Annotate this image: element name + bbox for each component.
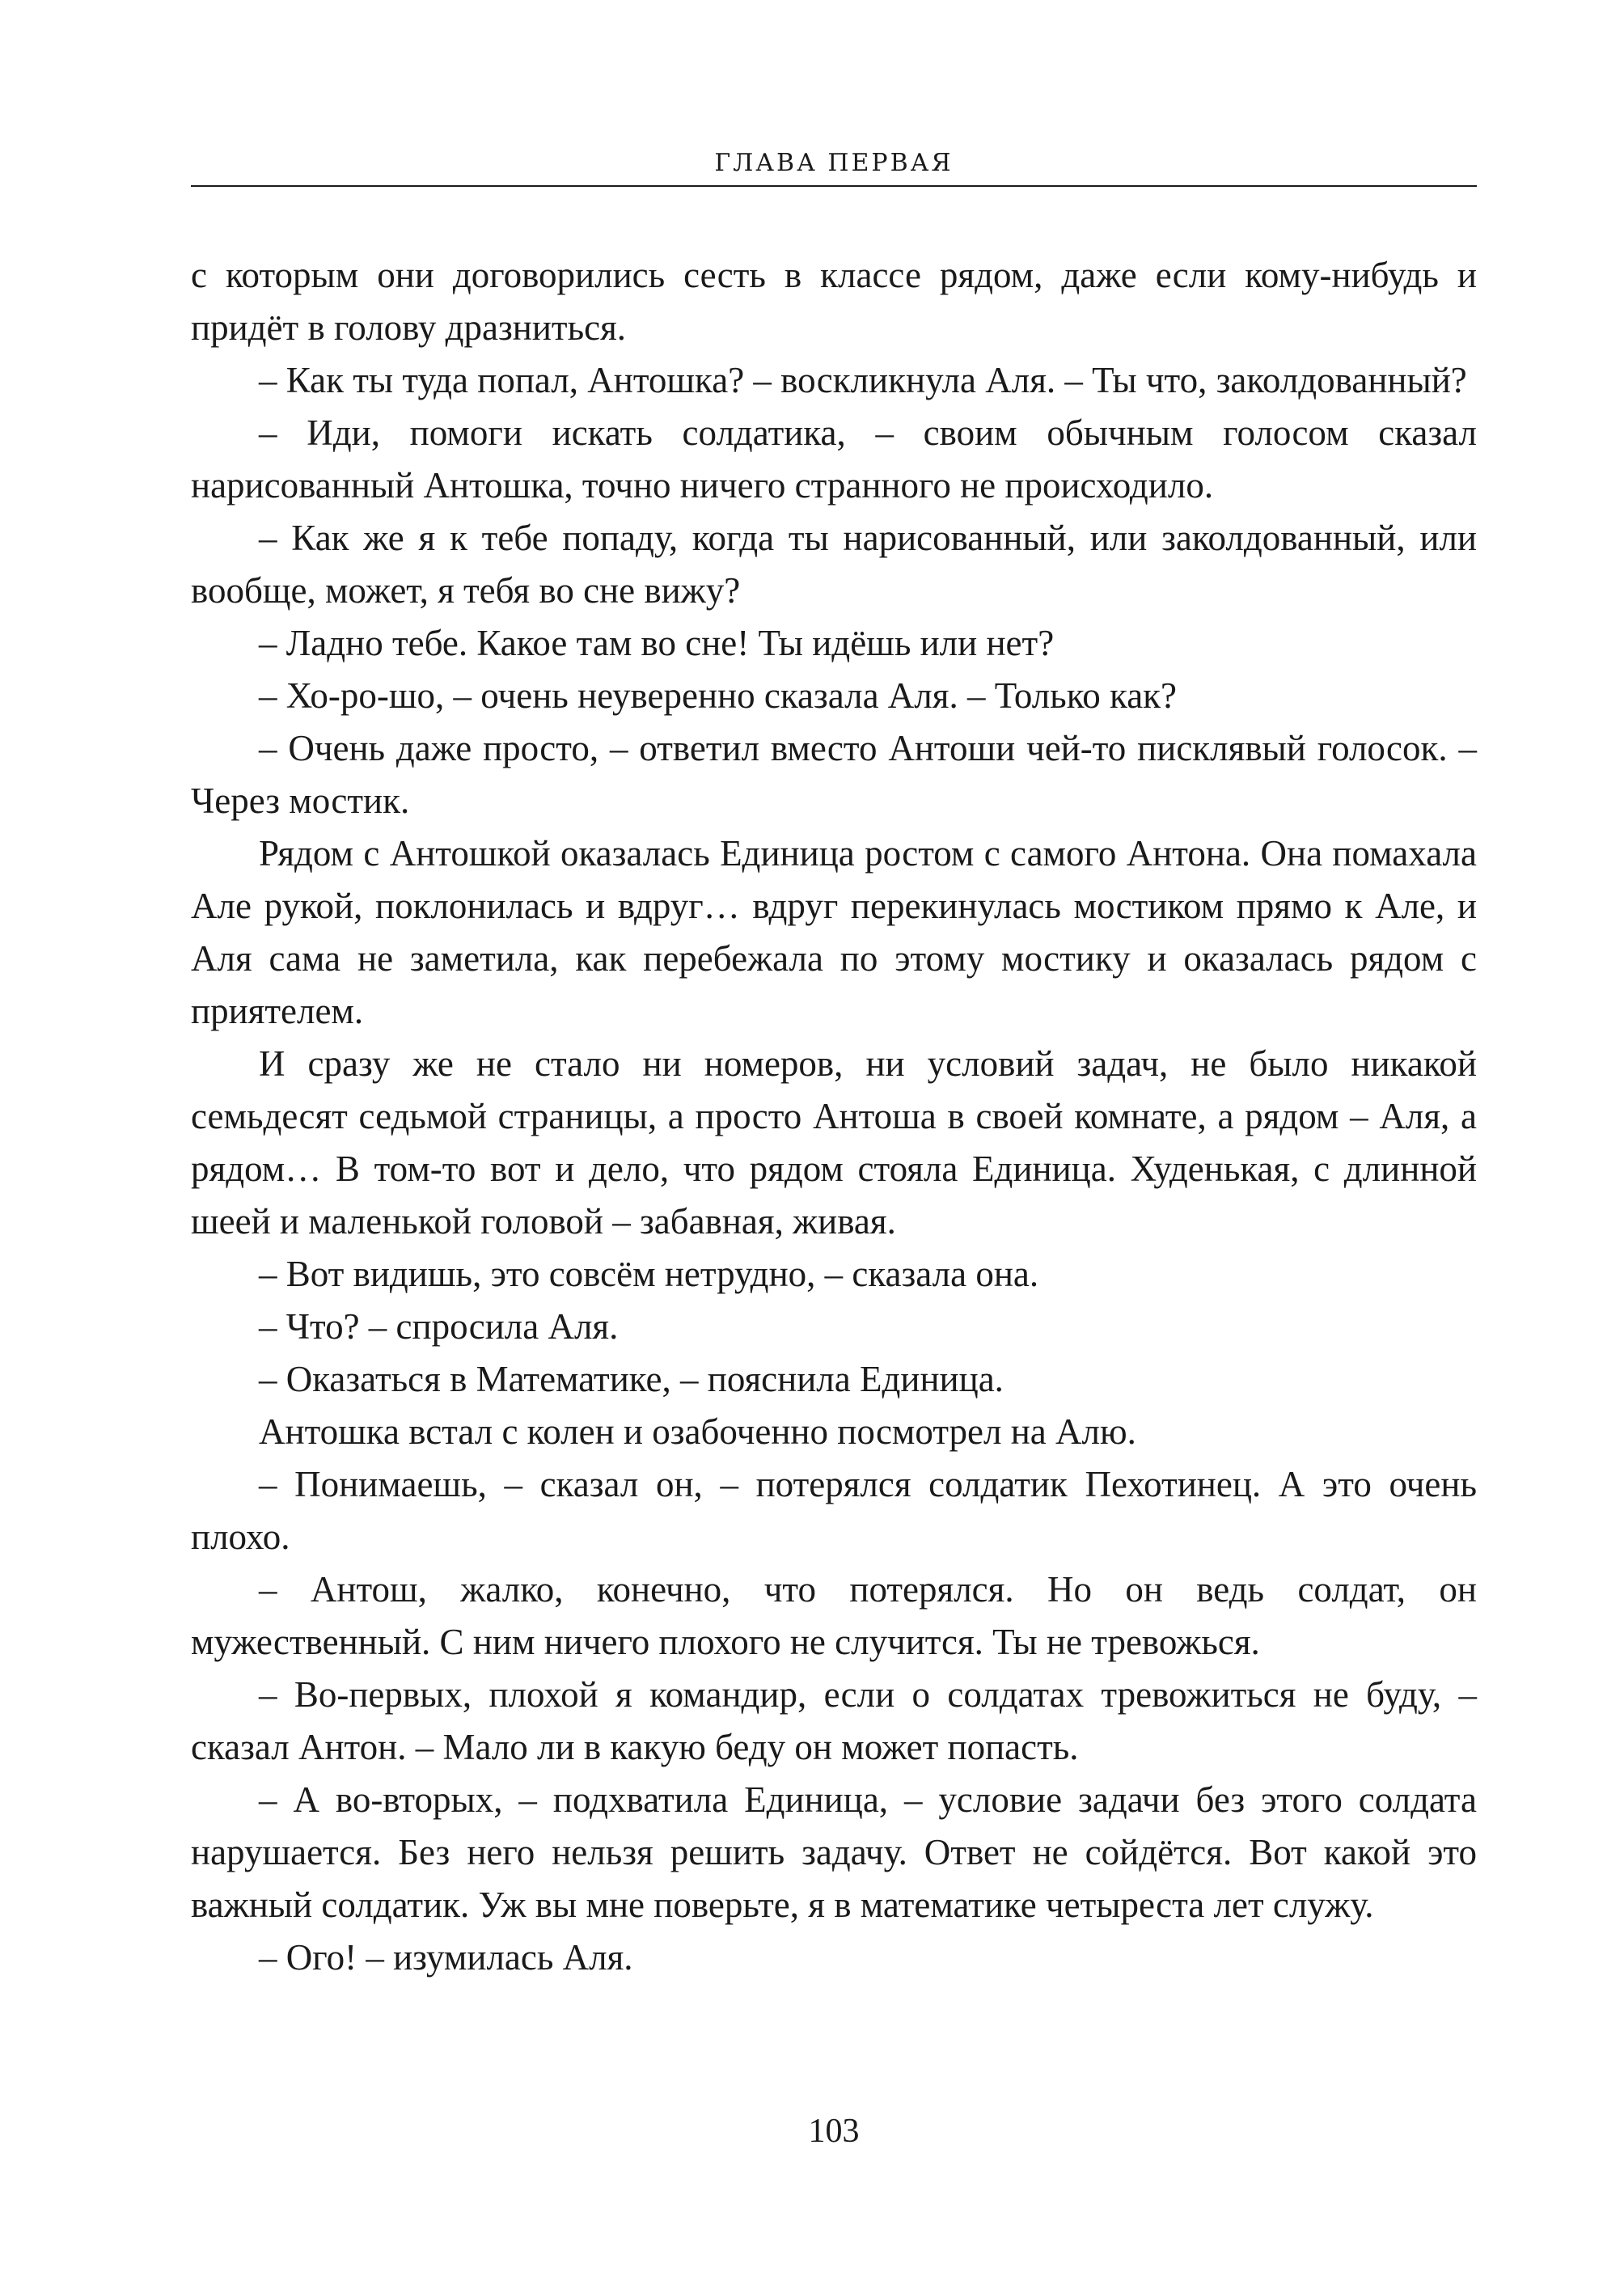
page-number: 103 [808, 2113, 860, 2150]
paragraph: – Иди, помоги искать солдатика, – своим обычным голосом сказал нарисованный Антошка, точно ничего странного не происходило. [191, 412, 1477, 506]
paragraph: Рядом с Антошкой оказалась Единица ростом с самого Антона. Она помахала Але рукой, поклонилась и вдруг… вдруг перекинулась мостиком прямо к Але, и Аля сама не заметила, как перебежала по этому мостику и оказалась рядом с приятелем. [191, 833, 1477, 1031]
paragraph: – Вот видишь, это совсём нетрудно, – сказала она. [259, 1254, 1039, 1294]
paragraph: – Антош, жалко, конечно, что потерялся. Но он ведь солдат, он мужественный. С ним ничего плохого не случится. Ты не тревожься. [191, 1569, 1477, 1662]
paragraph: И сразу же не стало ни номеров, ни условий задач, не было никакой семьдесят седьмой страницы, а просто Антоша в своей комнате, а рядом – Аля, а рядом… В том-то вот и дело, что рядом стояла Единица. Худенькая, с длинной шеей и маленькой головой – забавная, живая. [191, 1043, 1477, 1242]
paragraph: с которым они договорились сесть в классе рядом, даже если кому-нибудь и придёт в голову дразниться. [191, 255, 1477, 348]
paragraph: – Во-первых, плохой я командир, если о солдатах тревожиться не буду, – сказал Антон. – Мало ли в какую беду он может попасть. [191, 1674, 1477, 1767]
paragraph: – Как же я к тебе попаду, когда ты нарисованный, или заколдованный, или вообще, может, я тебя во сне вижу? [191, 518, 1477, 611]
paragraph: – Оказаться в Математике, – пояснила Единица. [259, 1359, 1004, 1399]
paragraph: – Хо-ро-шо, – очень неуверенно сказала Аля. – Только как? [259, 675, 1178, 716]
paragraph: – Как ты туда попал, Антошка? – воскликнула Аля. – Ты что, заколдованный? [259, 360, 1467, 400]
paragraph: – Понимаешь, – сказал он, – потерялся солдатик Пехотинец. А это очень плохо. [191, 1464, 1477, 1557]
paragraph: – Очень даже просто, – ответил вместо Антоши чей-то писклявый голосок. – Через мостик. [191, 728, 1477, 821]
body-text [191, 249, 1477, 1984]
paragraph: – Ладно тебе. Какое там во сне! Ты идёшь или нет? [259, 623, 1055, 663]
running-head-chapter-title: ГЛАВА ПЕРВАЯ [714, 149, 954, 177]
paragraph: Антошка встал с колен и озабоченно посмотрел на Алю. [259, 1411, 1136, 1452]
header-rule [191, 185, 1477, 187]
paragraph: – Ого! – изумилась Аля. [259, 1937, 633, 1978]
paragraph: – А во-вторых, – подхватила Единица, – условие задачи без этого солдата нарушается. Без него нельзя решить задачу. Ответ не сойдётся. Вот какой это важный солдатик. Уж вы мне поверьте, я в математике четыреста лет служу. [191, 1779, 1477, 1925]
paragraph: – Что? – спросила Аля. [259, 1306, 619, 1347]
